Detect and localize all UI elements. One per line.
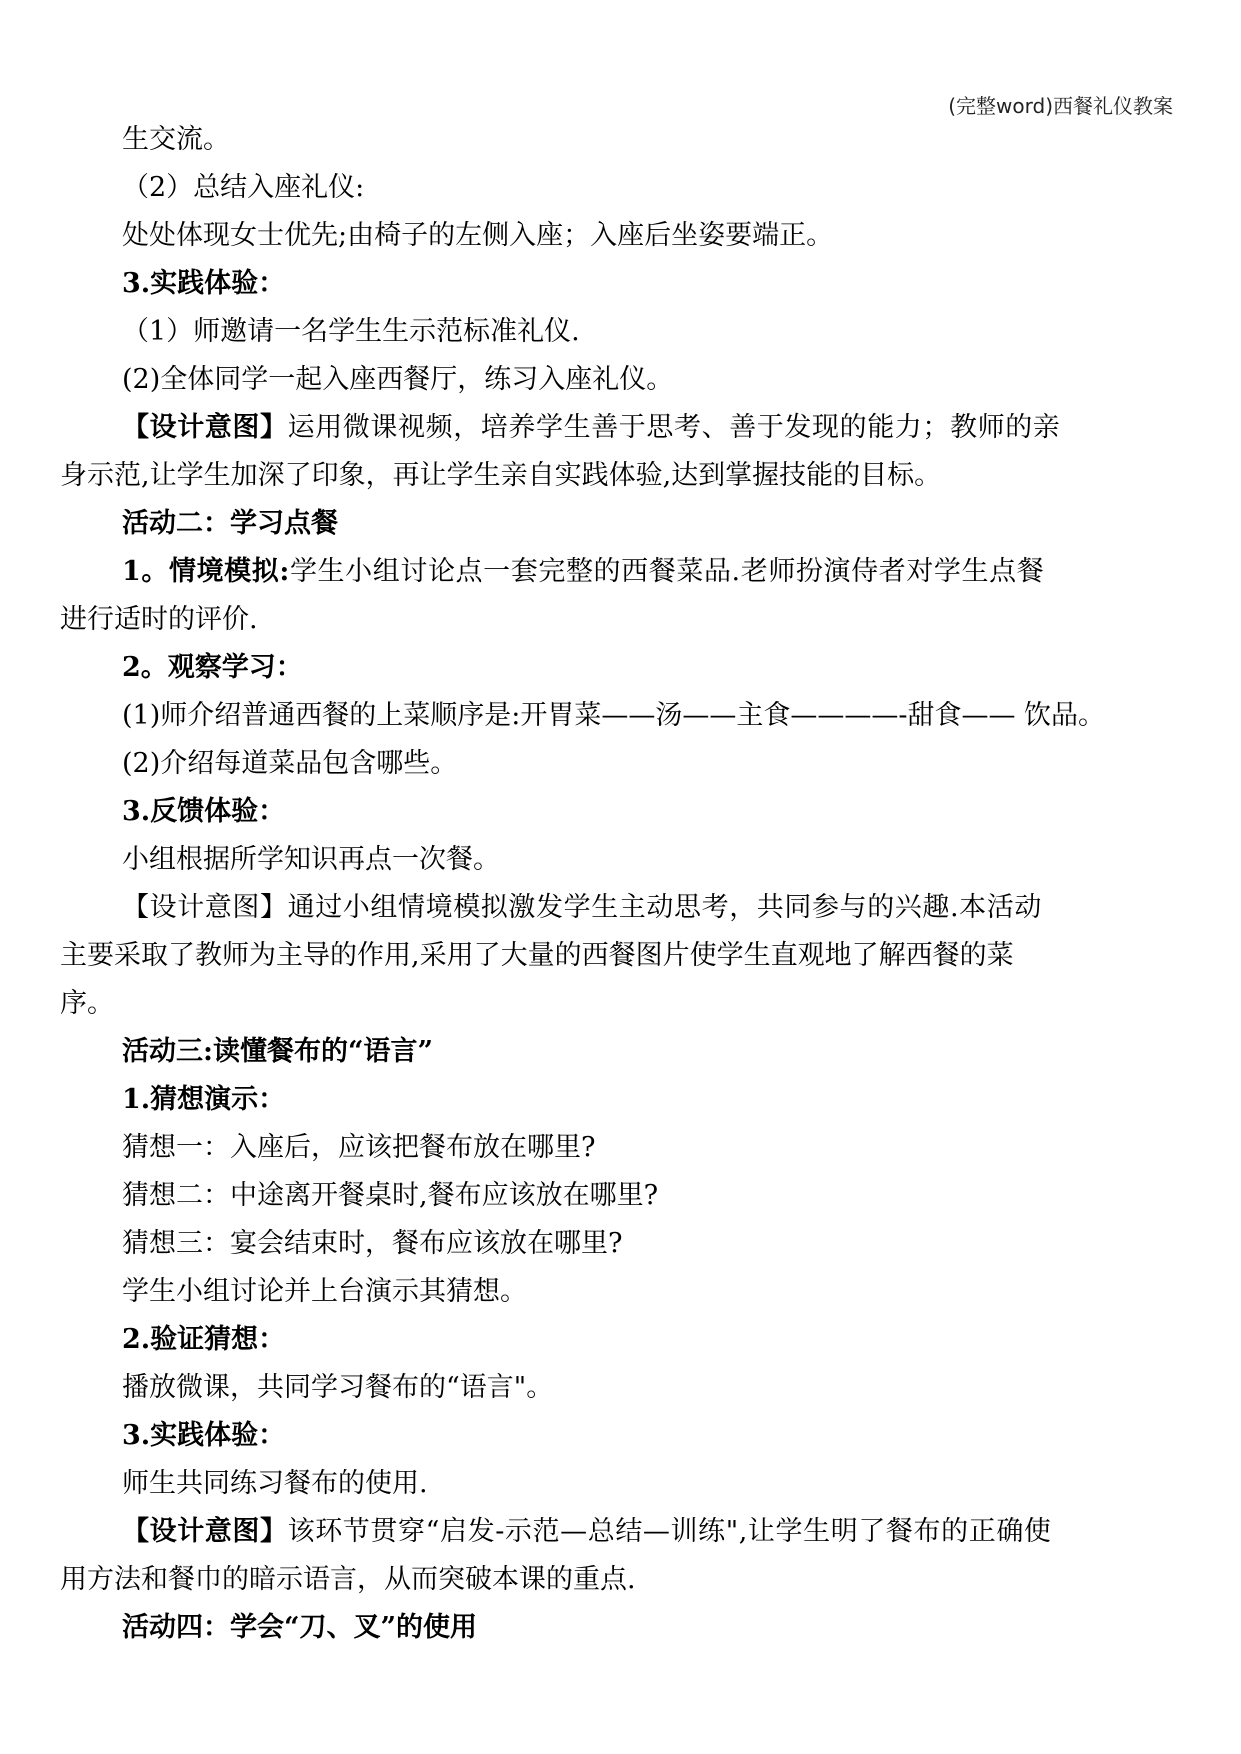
paragraph-line: （2）总结入座礼仪: [122, 172, 365, 203]
paragraph-text: 学生小组讨论点一套完整的西餐菜品.老师扮演侍者对学生点餐 [289, 556, 1045, 587]
activity-heading: 活动二：学习点餐 [122, 508, 338, 539]
paragraph-line: 主要采取了教师为主导的作用,采用了大量的西餐图片使学生直观地了解西餐的菜 [60, 940, 1014, 971]
paragraph-text: 该环节贯穿“启发-示范—总结—训练",让学生明了餐布的正确使 [287, 1516, 1052, 1547]
section-heading: 3.反馈体验： [122, 796, 286, 827]
paragraph-line: 用方法和餐巾的暗示语言，从而突破本课的重点. [60, 1564, 636, 1595]
paragraph-line: (1)师介绍普通西餐的上菜顺序是:开胃菜——汤——主食————-甜食—— 饮品。 [122, 700, 1106, 731]
section-heading: 3.实践体验： [122, 268, 286, 299]
design-intent-paragraph [0, 404, 1241, 452]
scenario-label: 1。情境模拟: [122, 556, 290, 587]
section-heading: 2。观察学习： [122, 652, 303, 683]
paragraph-line: 学生小组讨论并上台演示其猜想。 [122, 1276, 527, 1307]
paragraph-line: (2)介绍每道菜品包含哪些。 [122, 748, 458, 779]
paragraph-line: 师生共同练习餐布的使用. [122, 1468, 428, 1499]
paragraph-line: 身示范,让学生加深了印象，再让学生亲自实践体验,达到掌握技能的目标。 [60, 460, 942, 491]
paragraph-line: 进行适时的评价. [60, 604, 258, 635]
paragraph-line: 猜想一：入座后，应该把餐布放在哪里? [122, 1132, 596, 1163]
activity-heading: 活动四：学会“刀、叉”的使用 [122, 1612, 478, 1643]
activity-heading: 活动三:读懂餐布的“语言” [122, 1036, 434, 1067]
paragraph-line: （1）师邀请一名学生生示范标准礼仪. [122, 316, 580, 347]
paragraph-text: 运用微课视频，培养学生善于思考、善于发现的能力；教师的亲 [287, 412, 1061, 443]
paragraph-line: 猜想三：宴会结束时，餐布应该放在哪里? [122, 1228, 623, 1259]
paragraph-line: 处处体现女士优先;由椅子的左侧入座；入座后坐姿要端正。 [122, 220, 834, 251]
paragraph-line: 生交流。 [122, 124, 230, 155]
document-body [0, 116, 1241, 1652]
scenario-paragraph [0, 548, 1241, 596]
paragraph-line: (2)全体同学一起入座西餐厅，练习入座礼仪。 [122, 364, 674, 395]
section-heading: 1.猜想演示： [122, 1084, 286, 1115]
design-intent-label: 【设计意图】 [122, 1516, 288, 1547]
section-heading: 2.验证猜想： [122, 1324, 286, 1355]
paragraph-line: 【设计意图】通过小组情境模拟激发学生主动思考，共同参与的兴趣.本活动 [122, 892, 1042, 923]
paragraph-line: 小组根据所学知识再点一次餐。 [122, 844, 500, 875]
design-intent-paragraph [0, 1508, 1241, 1556]
section-heading: 3.实践体验： [122, 1420, 286, 1451]
page-header: (完整word)西餐礼仪教案 [948, 94, 1173, 118]
paragraph-line: 播放微课，共同学习餐布的“语言"。 [122, 1372, 554, 1403]
paragraph-line: 猜想二：中途离开餐桌时,餐布应该放在哪里? [122, 1180, 659, 1211]
design-intent-label: 【设计意图】 [122, 412, 288, 443]
paragraph-line: 序。 [60, 988, 114, 1019]
